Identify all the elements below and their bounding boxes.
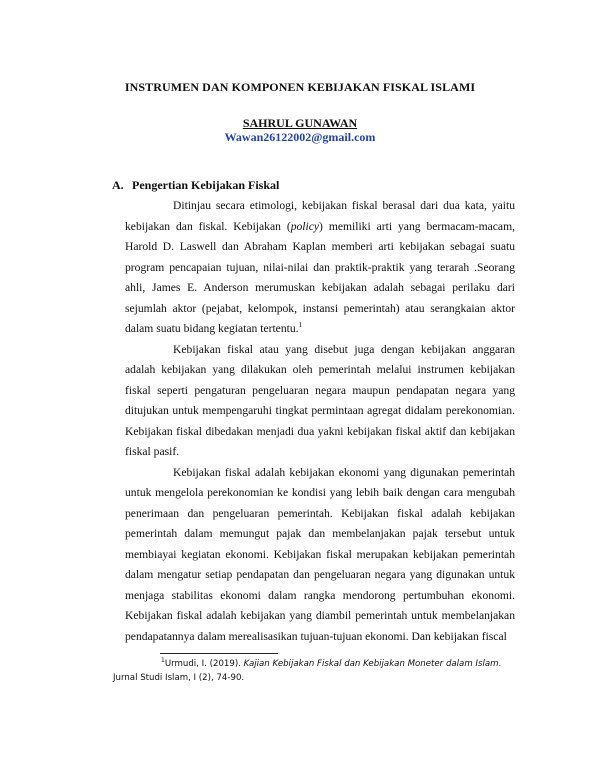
footnote-marker: 1 — [161, 657, 165, 665]
paragraph-3: Kebijakan fiskal adalah kebijakan ekonomi yang digunakan pemerintah untuk mengelola perekonomian ke kondisi yang lebih baik dengan cara mengubah penerimaan dan pengeluaran pemerintah. Kebijakan fiskal adalah kebijakan pemerintah dalam memungut pajak dan membelanjakan pajak tersebut untuk membiayai kegiatan ekonomi. Kebijakan fiskal merupakan kebijakan pemerintah dalam mengatur setiap pendapatan dan pengeluaran negara yang digunakan untuk menjaga stabilitas ekonomi dalam rangka mendorong pertumbuhan ekonomi. Kebijakan fiskal adalah kebijakan yang diambil pemerintah untuk membelanjakan pendapatannya dalam merealisasikan tujuan-tujuan ekonomi. Dan kebijakan fiscal — [125, 465, 515, 643]
footnote-reference[interactable]: 1 — [298, 320, 303, 330]
footnote-source-title: Kajian Kebijakan Fiskal dan Kebijakan Moneter dalam Islam — [243, 659, 499, 669]
author-name: SAHRUL GUNAWAN — [242, 116, 358, 130]
policy-term: policy — [290, 219, 320, 233]
paragraph-1-text-a: Ditinjau secara etimologi, kebijakan fiskal berasal dari dua kata, yaitu kebijakan dan fiskal. Kebijakan ( — [125, 199, 515, 233]
footnote-text-a: Urmudi, I. (2019). — [164, 659, 244, 669]
section-title: Pengertian Kebijakan Fiskal — [132, 178, 280, 192]
author-email[interactable]: Wawan26122002@gmail.com — [224, 130, 376, 144]
paragraph-1 — [125, 196, 515, 340]
paper-title: INSTRUMEN DAN KOMPONEN KEBIJAKAN FISKAL ISLAMI — [124, 80, 476, 94]
section-number: A. — [112, 178, 124, 192]
paragraph-1-text-b: ) memiliki arti yang bermacam-macam, Harold D. Laswell dan Abraham Kaplan memberi arti kebijakan sebagai suatu program pencapaian tujuan, nilai-nilai dan praktik-praktik yang terarah .Seorang ahli, James E. Anderson merumuskan kebijakan adalah sebagai perilaku dari sejumlah aktor (pejabat, kelompok, instansi pemerintah) atau serangkaian aktor dalam suatu bidang kegiatan tertentu. — [125, 219, 515, 335]
footnote — [113, 657, 513, 685]
footnote-text-b: . Jurnal Studi Islam, I (2), 74-90. — [113, 659, 502, 683]
body-text — [125, 196, 515, 647]
paragraph-2: Kebijakan fiskal atau yang disebut juga dengan kebijakan anggaran adalah kebijakan yang dilakukan oleh pemerintah melalui instrumen kebijakan fiskal seperti pengaturan pengeluaran negara maupun pendapatan negara yang ditujukan untuk mempengaruhi tingkat permintaan agregat didalam perekonomian. Kebijakan fiskal dibedakan menjadi dua yakni kebijakan fiskal aktif dan kebijakan fiskal pasif. — [125, 342, 515, 458]
footnote-separator — [160, 653, 278, 654]
section-heading — [112, 178, 279, 193]
